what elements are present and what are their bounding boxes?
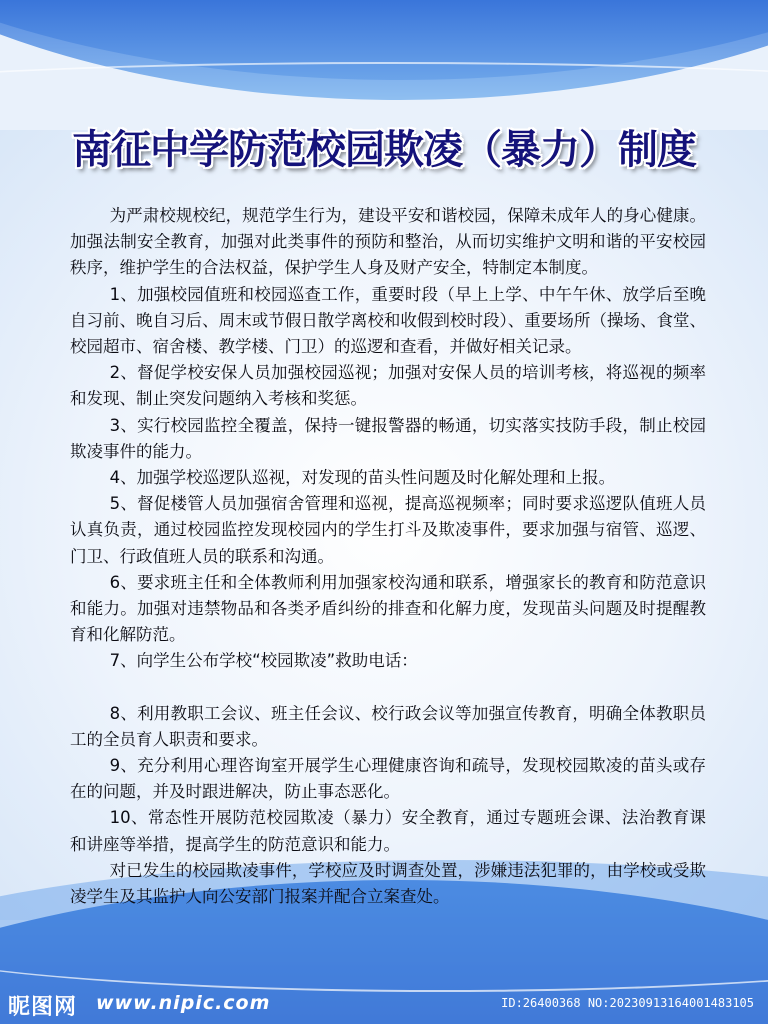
watermark-site: www.nipic.com	[96, 992, 271, 1014]
rule-10: 10、常态性开展防范校园欺凌（暴力）安全教育，通过专题班会课、法治教育课和讲座等举措，提高学生的防范意识和能力。	[70, 808, 706, 854]
rule-1: 1、加强校园值班和校园巡查工作，重要时段（早上上学、中午午休、放学后至晚自习前、晚自习后、周末或节假日散学离校和收假到校时段）、重要场所（操场、食堂、校园超市、宿舍楼、教学楼、门卫）的巡逻和查看，并做好相关记录。	[70, 284, 706, 357]
watermark-logo: 昵图网	[8, 994, 78, 1020]
document-body	[70, 203, 706, 910]
watermark-bar	[0, 986, 768, 1024]
rule-9: 9、充分利用心理咨询室开展学生心理健康咨询和疏导，发现校园欺凌的苗头或存在的问题，并及时跟进解决，防止事态恶化。	[70, 756, 706, 802]
rule-3: 3、实行校园监控全覆盖，保持一键报警器的畅通，切实落实技防手段，制止校园欺凌事件的能力。	[70, 415, 706, 461]
rule-4: 4、加强学校巡逻队巡视，对发现的苗头性问题及时化解处理和上报。	[109, 468, 616, 488]
page-title: 南征中学防范校园欺凌（暴力）制度	[72, 126, 696, 173]
rule-8: 8、利用教职工会议、班主任会议、校行政会议等加强宣传教育，明确全体教职员工的全员育人职责和要求。	[70, 703, 706, 749]
rule-7: 7、向学生公布学校“校园欺凌”救助电话：	[109, 651, 418, 671]
closing-paragraph: 对已发生的校园欺凌事件，学校应及时调查处置，涉嫌违法犯罪的，由学校或受欺凌学生及其监护人向公安部门报案并配合立案查处。	[70, 860, 706, 907]
intro-paragraph: 为严肃校规校纪，规范学生行为，建设平安和谐校园，保障未成年人的身心健康。加强法制安全教育，加强对此类事件的预防和整治，从而切实维护文明和谐的平安校园秩序，维护学生的合法权益，保护学生人身及财产安全，特制定本制度。	[70, 206, 706, 278]
rule-6: 6、要求班主任和全体教师利用加强家校沟通和联系，增强家长的教育和防范意识和能力。加强对违禁物品和各类矛盾纠纷的排查和化解力度，发现苗头问题及时提醒教育和化解防范。	[70, 572, 706, 645]
watermark-id: ID:26400368 NO:20230913164001483105	[501, 996, 754, 1010]
rule-2: 2、督促学校安保人员加强校园巡视；加强对安保人员的培训考核，将巡视的频率和发现、制止突发问题纳入考核和奖惩。	[70, 363, 706, 409]
rule-5: 5、督促楼管人员加强宿舍管理和巡视，提高巡视频率；同时要求巡逻队值班人员认真负责，通过校园监控发现校园内的学生打斗及欺凌事件，要求加强与宿管、巡逻、门卫、行政值班人员的联系和沟通。	[70, 494, 706, 566]
